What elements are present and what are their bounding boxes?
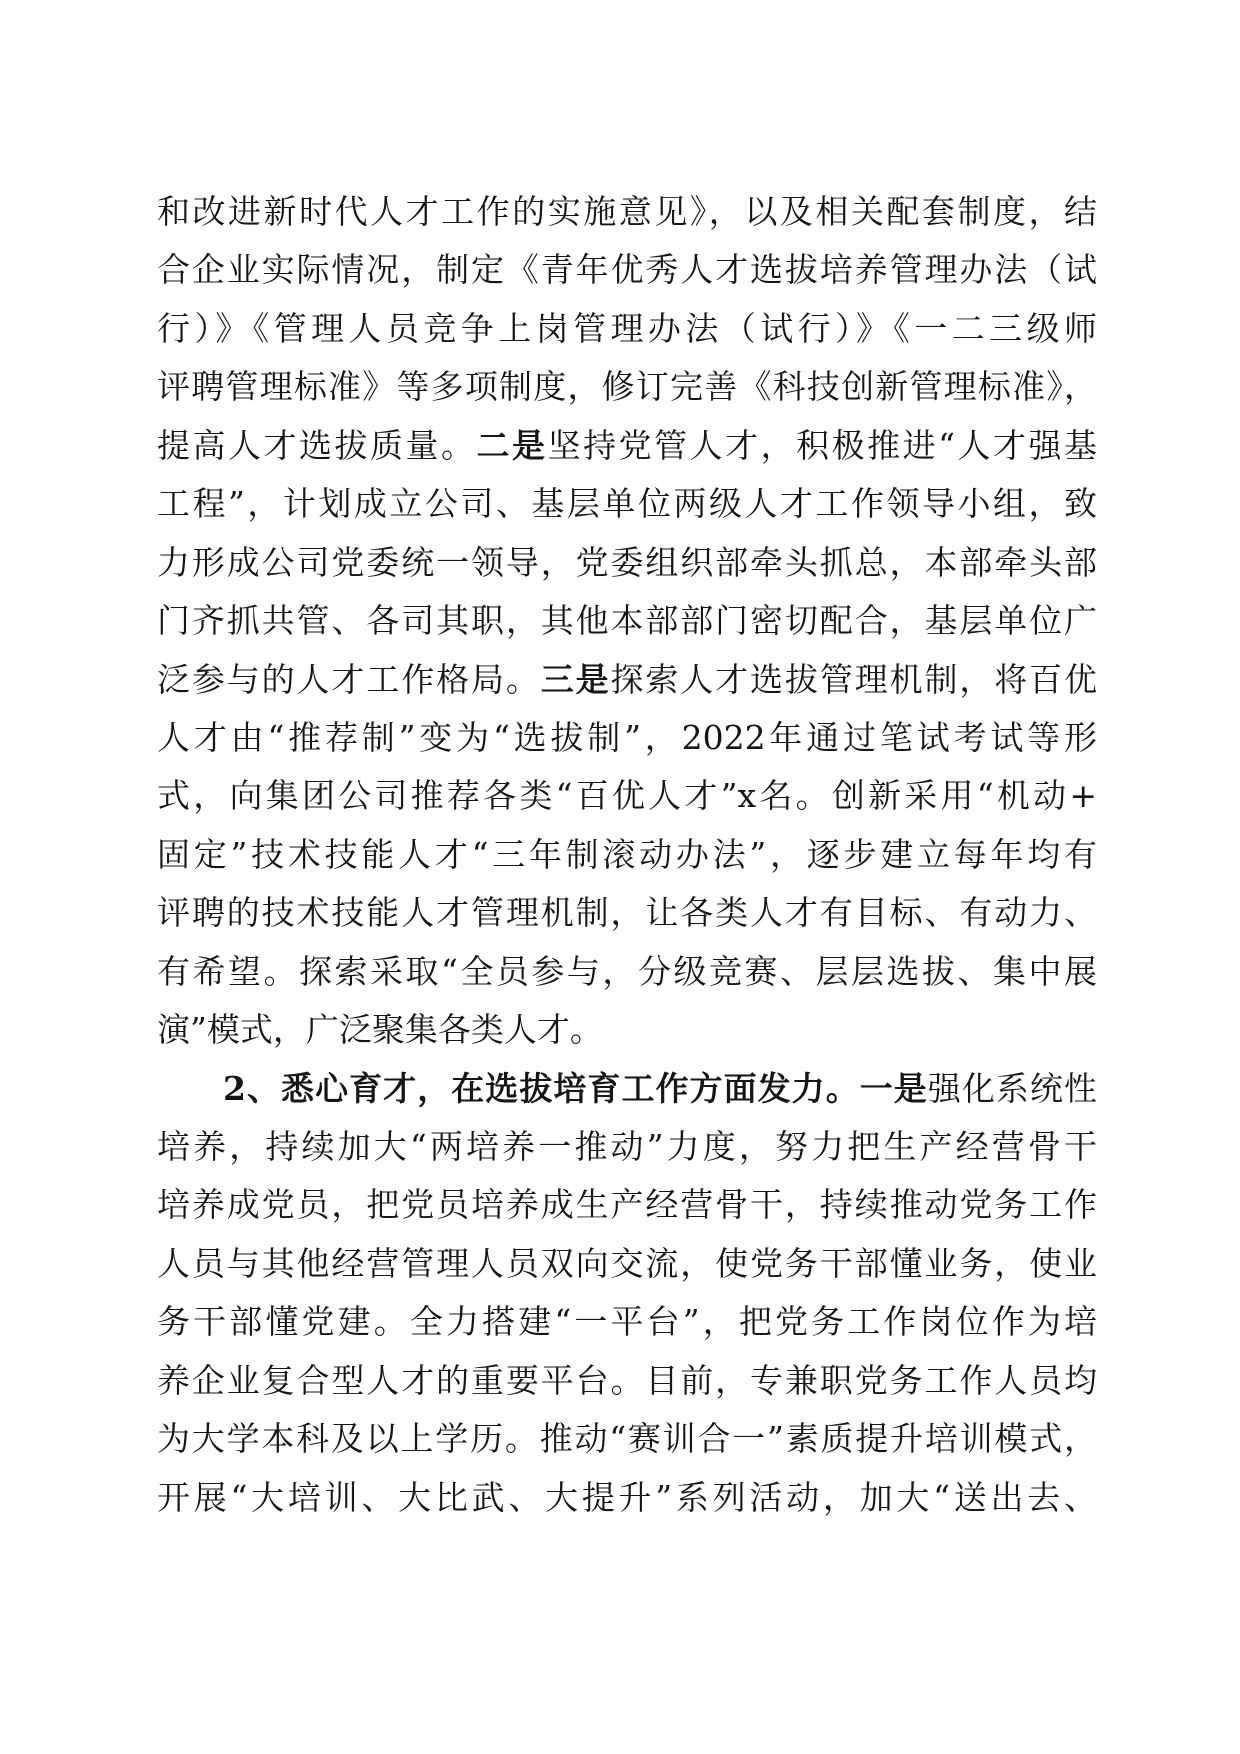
section-heading-line	[157, 1060, 1097, 1118]
text-line: 评聘的技术技能人才管理机制，让各类人才有目标、有动力、	[157, 893, 1097, 933]
text-run: 探索人才选拔管理机制，将百优	[610, 659, 1098, 699]
text-line: 人才由“推荐制”变为“选拔制”，2022年通过笔试考试等形	[157, 717, 1097, 757]
text-line: 演”模式，广泛聚集各类人才。	[157, 1010, 603, 1050]
text-line: 行）》《管理人员竞争上岗管理办法（试行）》《一二三级师	[157, 308, 1097, 348]
emphasis-second: 二是	[476, 425, 548, 465]
text-run: 坚持党管人才，积极推进“人才强基	[547, 425, 1098, 465]
text-line: 培养，持续加大“两培养一推动”力度，努力把生产经营骨干	[157, 1127, 1097, 1166]
text-line: 固定”技术技能人才“三年制滚动办法”，逐步建立每年均有	[157, 834, 1097, 874]
text-line: 开展“大培训、大比武、大提升”系列活动，加大“送出去、	[157, 1477, 1097, 1517]
text-line: 为大学本科及以上学历。推动“赛训合一”素质提升培训模式，	[157, 1419, 1097, 1459]
text-line: 合企业实际情况，制定《青年优秀人才选拔培养管理办法（试	[157, 250, 1097, 290]
text-line: 养企业复合型人才的重要平台。目前，专兼职党务工作人员均	[157, 1360, 1097, 1400]
text-run: 提高人才选拔质量。	[157, 425, 477, 465]
text-line: 门齐抓共管、各司其职，其他本部部门密切配合，基层单位广	[157, 601, 1097, 641]
text-line: 务干部懂党建。全力搭建“一平台”，把党务工作岗位作为培	[157, 1302, 1097, 1342]
text-line: 评聘管理标准》等多项制度，修订完善《科技创新管理标准》，	[157, 367, 1097, 407]
section-heading: 2、悉心育才，在选拔培育工作方面发力。一是	[223, 1068, 928, 1108]
text-line	[157, 417, 1097, 475]
text-line: 式，向集团公司推荐各类“百优人才”x名。创新采用“机动+	[157, 776, 1097, 816]
text-line: 有希望。探索采取“全员参与，分级竞赛、层层选拔、集中展	[157, 951, 1097, 991]
text-line: 工程”，计划成立公司、基层单位两级人才工作领导小组，致	[157, 484, 1097, 524]
text-line: 培养成党员，把党员培养成生产经营骨干，持续推动党务工作	[157, 1185, 1097, 1225]
emphasis-third: 三是	[540, 659, 611, 699]
text-line: 和改进新时代人才工作的实施意见》，以及相关配套制度，结	[157, 192, 1097, 231]
text-run: 强化系统性	[927, 1068, 1097, 1108]
text-line	[157, 651, 1097, 709]
text-line: 力形成公司党委统一领导，党委组织部牵头抓总，本部牵头部	[157, 542, 1097, 582]
text-run: 泛参与的人才工作格局。	[157, 659, 541, 699]
body-text	[157, 183, 1097, 1527]
text-line: 人员与其他经营管理人员双向交流，使党务干部懂业务，使业	[157, 1243, 1097, 1283]
